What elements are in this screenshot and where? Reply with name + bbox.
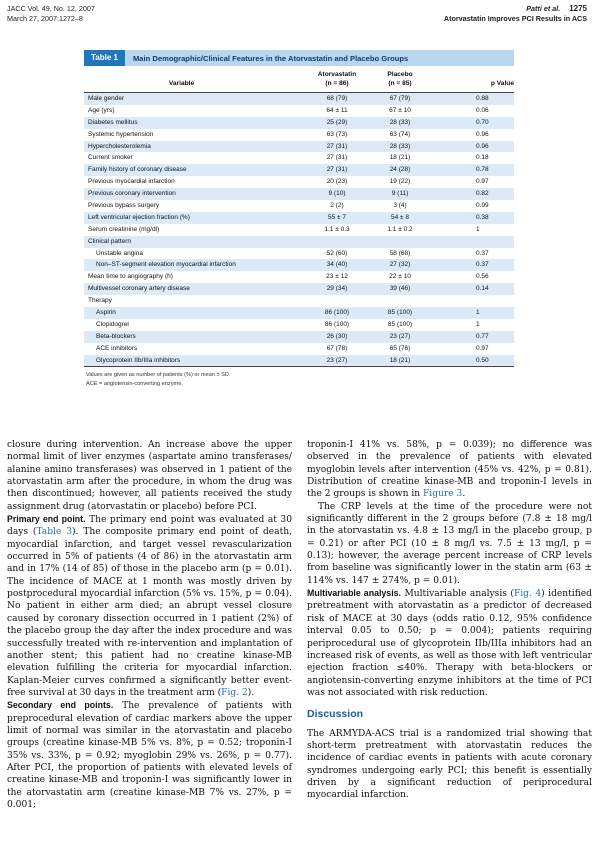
atorvastatin-value: 64 ± 11 — [326, 106, 348, 114]
p-value: 0.18 — [476, 154, 489, 162]
table-row — [84, 307, 514, 319]
paragraph: closure during intervention. An increase above the upper normal limit of liver enzymes (aspartate amino transferases/ alanine amino transferases) was observed in 1 patient of the atorvastatin arm after the procedure, in whom the drug was then discontinued; however, all patients received the study assignment drug (atorvastatin or placebo) before PCI. — [7, 440, 292, 512]
table-row — [84, 283, 514, 295]
row-label: Diabetes mellitus — [88, 118, 138, 126]
placebo-value: 9 (11) — [391, 190, 409, 198]
p-value: 0.38 — [476, 213, 489, 221]
paragraph-text: troponin-I 41% vs. 58%, p = 0.039); no difference was observed in the prevalence of patients with elevated myoglobin levels after intervention (45% vs. 42%, p = 0.81). Distribution of creatine kinase-MB and troponin-I levels in the 2 groups is shown in — [307, 440, 592, 500]
atorvastatin-value: 52 (60) — [326, 249, 348, 257]
p-value: 0.56 — [476, 273, 489, 281]
placebo-value: 85 (100) — [387, 309, 413, 317]
column-header-atorvastatin-n: (n = 86) — [325, 79, 349, 87]
table-column-headers — [84, 69, 514, 93]
row-label: Age (yrs) — [88, 106, 115, 114]
table-row — [84, 236, 514, 248]
running-header-left — [7, 4, 95, 24]
paragraph: The ARMYDA-ACS trial is a randomized trial showing that short-term pretreatment with atorvastatin reduces the incidence of cardiac events in patients with acute coronary syndromes undergoing early PCI; this benefit is essentially driven by a significant reduction of periprocedural myocardial infarction. — [307, 728, 592, 801]
atorvastatin-value: 26 (30) — [326, 332, 348, 340]
placebo-value: 67 (79) — [389, 95, 411, 102]
journal-citation: JACC Vol. 49, No. 12, 2007 — [7, 4, 95, 13]
p-value: 0.97 — [476, 344, 489, 352]
placebo-value: 18 (21) — [389, 356, 411, 364]
row-label: Male gender — [88, 95, 125, 102]
atorvastatin-value: 55 ± 7 — [327, 213, 347, 221]
atorvastatin-value: 1.1 ± 0.3 — [324, 225, 350, 233]
p-value: 0.96 — [476, 130, 489, 138]
paragraph — [7, 699, 292, 811]
header-authors: Patti et al. — [526, 4, 561, 13]
atorvastatin-value: 27 (31) — [326, 166, 348, 174]
table-row — [84, 271, 514, 283]
placebo-value: 63 (74) — [389, 130, 411, 138]
column-header-p-value: p Value — [490, 80, 514, 87]
column-header-placebo-n: (n = 85) — [388, 79, 412, 87]
table-row — [84, 224, 514, 236]
row-label: Current smoker — [88, 154, 133, 162]
table-row — [84, 343, 514, 355]
atorvastatin-value: 29 (34) — [326, 285, 348, 293]
atorvastatin-value: 27 (31) — [326, 154, 348, 162]
column-header-placebo — [370, 71, 430, 88]
row-label: Clopidogrel — [96, 320, 129, 328]
table-row — [84, 259, 514, 271]
table-footnote: ACE = angiotensin-converting enzyme. — [86, 380, 183, 387]
figure-3-link[interactable]: Figure 3 — [423, 489, 463, 500]
table-row — [84, 93, 514, 105]
running-header-right — [444, 4, 587, 24]
row-label: Clinical pattern — [88, 237, 131, 245]
placebo-value: 54 ± 8 — [390, 213, 410, 221]
paragraph — [307, 439, 592, 501]
p-value: 0.97 — [476, 178, 489, 186]
p-value: 0.37 — [476, 261, 489, 269]
p-value: 0.70 — [476, 118, 489, 126]
table-3-link[interactable]: Table 3 — [36, 527, 72, 538]
table-label: Table 1 — [84, 50, 125, 66]
running-title: Atorvastatin Improves PCI Results in ACS — [443, 14, 587, 24]
paragraph-text: Multivariable analysis ( — [400, 589, 514, 600]
atorvastatin-value: 86 (100) — [324, 320, 350, 328]
table-row — [84, 248, 514, 260]
paragraph — [7, 513, 292, 699]
atorvastatin-value: 20 (23) — [326, 178, 348, 186]
placebo-value: 85 (100) — [387, 320, 413, 328]
atorvastatin-value: 9 (10) — [328, 190, 346, 198]
p-value: 0.14 — [476, 285, 489, 293]
atorvastatin-value: 34 (40) — [326, 261, 348, 269]
p-value: 0.88 — [476, 95, 489, 102]
row-label: Previous coronary intervention — [88, 190, 176, 198]
table-row — [84, 295, 514, 307]
table-row — [84, 152, 514, 164]
p-value: 0.96 — [476, 142, 489, 150]
column-header-atorvastatin-name: Atorvastatin — [317, 71, 357, 78]
table-row — [84, 176, 514, 188]
page-number: 1275 — [569, 4, 587, 13]
figure-2-link[interactable]: Fig. 2 — [221, 687, 248, 698]
section-runin-multivariable-analysis: Multivariable analysis. — [307, 588, 401, 599]
section-runin-primary-end-point: Primary end point. — [7, 514, 86, 525]
atorvastatin-value: 68 (79) — [326, 95, 348, 102]
placebo-value: 39 (46) — [389, 285, 411, 293]
placebo-value: 27 (32) — [389, 261, 411, 269]
body-column-left — [7, 439, 292, 811]
table-row — [84, 188, 514, 200]
row-label: Unstable angina — [96, 249, 143, 257]
atorvastatin-value: 25 (29) — [326, 118, 348, 126]
table-row — [84, 105, 514, 117]
paragraph-text: ) identified pretreatment with atorvastatin as a predictor of decreased risk of MACE at 30 days (odds ratio 0.12, 95% confidence interval 0.05 to 0.50; p = 0.004); patients requiring periprocedural use of glycoprotein IIb/IIIa inhibitors had an increased risk of events, as well as those with left ventricular ejection fraction ≤40%. Therapy with beta-blockers or angiotensin-converting enzyme inhibitors at the time of PCI was not associated with risk reduction. — [307, 589, 592, 698]
atorvastatin-value: 27 (31) — [326, 142, 348, 150]
p-value: 0.50 — [476, 356, 489, 364]
figure-4-link[interactable]: Fig. 4 — [513, 589, 542, 600]
row-label: Family history of coronary disease — [88, 166, 187, 174]
p-value: 0.82 — [476, 190, 489, 198]
placebo-value: 24 (28) — [389, 166, 411, 174]
row-label: ACE inhibitors — [96, 344, 138, 352]
body-column-right — [307, 439, 592, 802]
paragraph-text: The primary end point was evaluated at 30 days ( — [7, 515, 292, 538]
table-1 — [84, 50, 514, 388]
row-label: Glycoprotein IIb/IIIa inhibitors — [96, 356, 181, 364]
p-value: 1 — [476, 309, 480, 317]
table-row — [84, 164, 514, 176]
paragraph-text: The prevalence of patients with preprocedural elevation of cardiac markers above the upper limit of normal was similar in the atorvastatin and placebo groups (creatine kinase-MB 5% vs. 8%, p = 0.52; troponin-I 35% vs. 33%, p = 0.92; myoglobin 29% vs. 26%, p = 0.77). After PCI, the proportion of patients with elevated levels of creatine kinase-MB and troponin-I was significantly lower in the atorvastatin arm (creatine kinase-MB 7% vs. 27%, p = 0.001; — [7, 701, 292, 810]
table-row — [84, 117, 514, 129]
table-row — [84, 129, 514, 141]
placebo-value: 1.1 ± 0.2 — [387, 225, 413, 233]
placebo-value: 67 ± 10 — [389, 106, 411, 114]
placebo-value: 23 (27) — [389, 332, 411, 340]
table-row — [84, 355, 514, 367]
row-label: Aspirin — [96, 309, 116, 317]
row-label: Multivessel coronary artery disease — [88, 285, 190, 293]
atorvastatin-value: 86 (100) — [324, 309, 350, 317]
row-label: Serum creatinine (mg/dl) — [88, 225, 160, 233]
section-runin-secondary-end-points: Secondary end points. — [7, 700, 114, 711]
p-value: 1 — [476, 320, 480, 328]
row-label: Hypercholesterolemia — [88, 142, 151, 150]
p-value: 1 — [476, 225, 480, 233]
p-value: 0.37 — [476, 249, 489, 257]
atorvastatin-value: 63 (73) — [326, 130, 348, 138]
row-label: Beta-blockers — [96, 332, 136, 340]
placebo-value: 58 (68) — [389, 249, 411, 257]
p-value: 0.77 — [476, 332, 489, 340]
column-header-atorvastatin — [307, 71, 367, 88]
table-caption-bar — [84, 50, 514, 66]
atorvastatin-value: 2 (2) — [330, 202, 344, 210]
placebo-value: 22 ± 10 — [389, 273, 411, 281]
row-label: Non–ST-segment elevation myocardial infarction — [96, 261, 236, 269]
row-label: Previous bypass surgery — [88, 202, 160, 210]
row-label: Left ventricular ejection fraction (%) — [88, 213, 190, 221]
paragraph-text: ). — [247, 687, 255, 698]
row-label: Systemic hypertension — [88, 130, 154, 138]
table-footnotes — [84, 367, 514, 388]
placebo-value: 28 (33) — [389, 142, 411, 150]
column-header-variable: Variable — [168, 80, 195, 87]
placebo-value: 65 (76) — [389, 344, 411, 352]
p-value: 0.06 — [476, 106, 489, 114]
paragraph — [307, 587, 592, 699]
atorvastatin-value: 23 (27) — [326, 356, 348, 364]
p-value: 0.78 — [476, 166, 489, 174]
placebo-value: 19 (22) — [389, 178, 411, 186]
table-row — [84, 319, 514, 331]
row-label: Mean time to angiography (h) — [88, 273, 173, 281]
placebo-value: 3 (4) — [393, 202, 407, 210]
table-body — [84, 93, 514, 366]
p-value: 0.99 — [476, 202, 489, 210]
table-row — [84, 212, 514, 224]
table-row — [84, 141, 514, 153]
atorvastatin-value: 23 ± 12 — [326, 273, 348, 281]
placebo-value: 28 (33) — [389, 118, 411, 126]
placebo-value: 18 (21) — [389, 154, 411, 162]
paragraph-text: . — [462, 489, 466, 500]
row-label: Previous myocardial infarction — [88, 178, 175, 186]
atorvastatin-value: 67 (78) — [326, 344, 348, 352]
section-heading-discussion: Discussion — [307, 708, 364, 721]
issue-date-pages: March 27, 2007:1272–8 — [7, 14, 83, 24]
paragraph: The CRP levels at the time of the procedure were not significantly different in the 2 groups before (7.8 ± 18 mg/l in the atorvastatin vs. 4.8 ± 13 mg/l in the placebo group, p = 0.21) or after PCI (10 ± 8 mg/l vs. 7.5 ± 13 mg/l, p = 0.13); however, the average percent increase of CRP levels from baseline was significantly lower in the statin arm (63 ± 114% vs. 147 ± 274%, p = 0.01). — [307, 501, 592, 586]
table-title: Main Demographic/Clinical Features in the Atorvastatin and Placebo Groups — [132, 53, 409, 63]
table-footnote: Values are given as number of patients (%) or mean ± SD. — [86, 372, 231, 379]
table-row — [84, 200, 514, 212]
column-header-placebo-name: Placebo — [387, 71, 413, 78]
table-row — [84, 331, 514, 343]
paragraph-text: ). The composite primary end point of death, myocardial infarction, and target vessel revascularization occurred in 5% of patients (4 of 86) in the atorvastatin arm and in 17% (14 of 85) of those in the placebo arm (p = 0.01). The incidence of MACE at 1 month was mostly driven by postprocedural myocardial infarction (5% vs. 15%, p = 0.04). No patient in either arm died; an abrupt vessel closure caused by coronary dissection occurred in 1 patient (2%) of the placebo group the day after the index procedure and was successfully treated with re-intervention and implantation of another stent; this patient had no creatine kinase-MB elevation fulfilling the criteria for myocardial infarction. Kaplan-Meier curves confirmed a significantly better event-free survival at 30 days in the treatment arm ( — [7, 527, 292, 698]
row-label: Therapy — [88, 297, 112, 305]
